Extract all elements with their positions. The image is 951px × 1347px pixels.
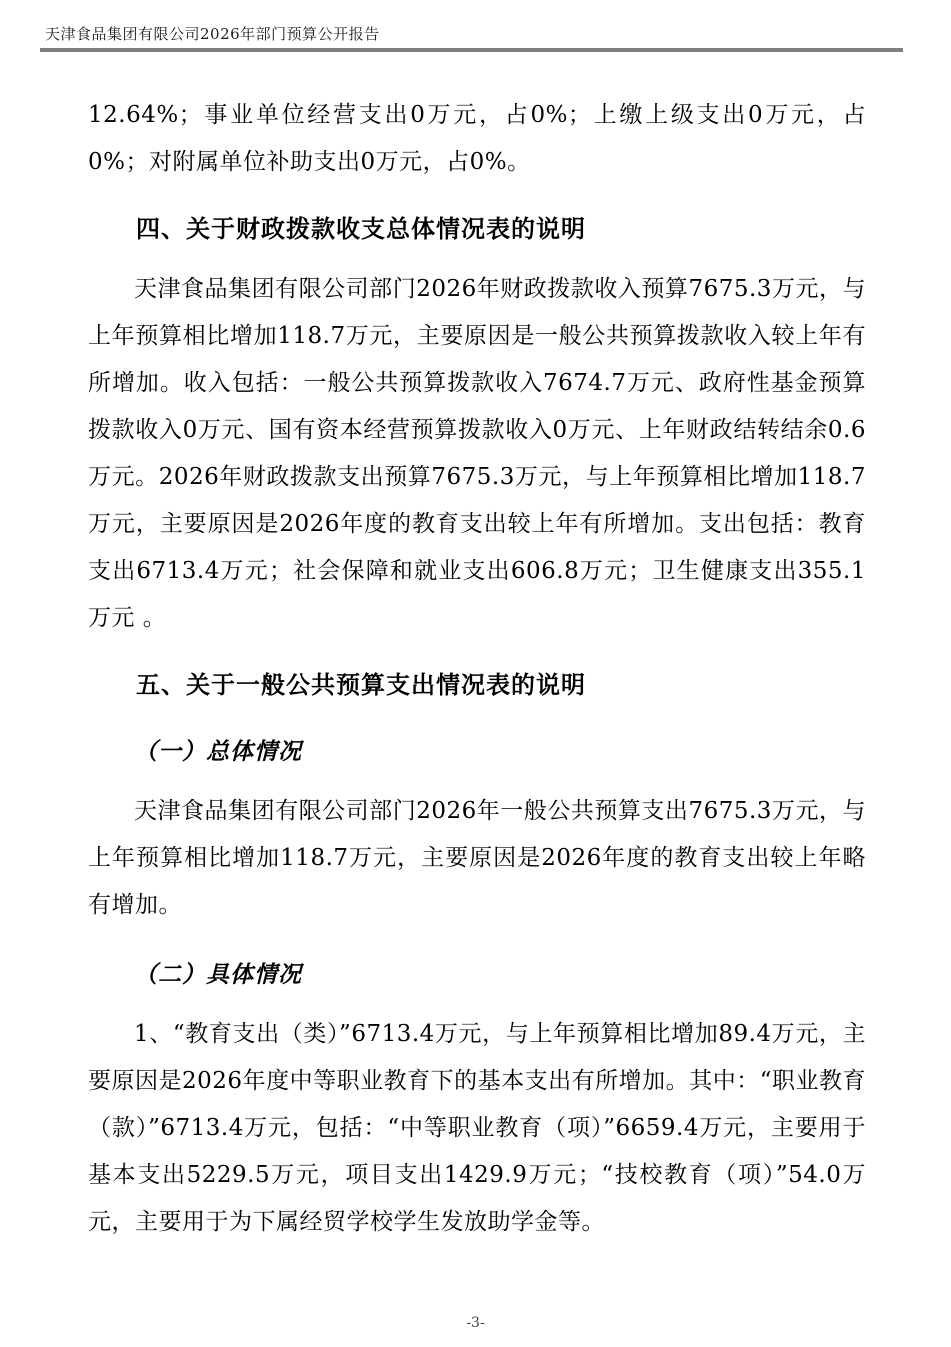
- page-footer: [0, 1315, 951, 1331]
- section-heading-4-fiscal-appropriation: 四、关于财政拨款收支总体情况表的说明: [136, 216, 586, 243]
- paragraph-fiscal-appropriation-details: 天津食品集团有限公司部门2026年财政拨款收入预算7675.3万元，与上年预算相比增加118.7万元，主要原因是一般公共预算拨款收入较上年有所增加。收入包括：一般公共预算拨款收入7674.7万元、政府性基金预算拨款收入0万元、国有资本经营预算拨款收入0万元、上年财政结转结余0.6万元。2026年财政拨款支出预算7675.3万元，与上年预算相比增加118.7万元，主要原因是2026年度的教育支出较上年有所增加。支出包括：教育支出6713.4万元；社会保障和就业支出606.8万元；卫生健康支出355.1万元 。: [88, 276, 866, 631]
- header-rule-divider: [40, 48, 903, 52]
- sub-heading-2-specific-situation: （二）具体情况: [134, 961, 302, 988]
- page-number: -3-: [466, 1315, 485, 1331]
- page-header: [40, 24, 903, 52]
- paragraph-overall-situation: 天津食品集团有限公司部门2026年一般公共预算支出7675.3万元，与上年预算相比增加118.7万元，主要原因是2026年度的教育支出较上年略有增加。: [88, 798, 866, 918]
- paragraph-education-expenditure-details: 1、“教育支出（类）”6713.4万元，与上年预算相比增加89.4万元，主要原因是2026年度中等职业教育下的基本支出有所增加。其中：“职业教育（款）”6713.4万元，包括：“中等职业教育（项）”6659.4万元，主要用于基本支出5229.5万元，项目支出1429.9万元；“技校教育（项）”54.0万元，主要用于为下属经贸学校学生发放助学金等。: [88, 1021, 866, 1235]
- document-body: [88, 92, 866, 1246]
- header-title: 天津食品集团有限公司2026年部门预算公开报告: [45, 25, 380, 43]
- paragraph-expense-breakdown-continued: 12.64%；事业单位经营支出0万元，占0%；上缴上级支出0万元，占0%；对附属单位补助支出0万元，占0%。: [88, 102, 866, 175]
- section-heading-5-general-public-budget: 五、关于一般公共预算支出情况表的说明: [136, 672, 586, 699]
- sub-heading-1-overall-situation: （一）总体情况: [134, 738, 302, 765]
